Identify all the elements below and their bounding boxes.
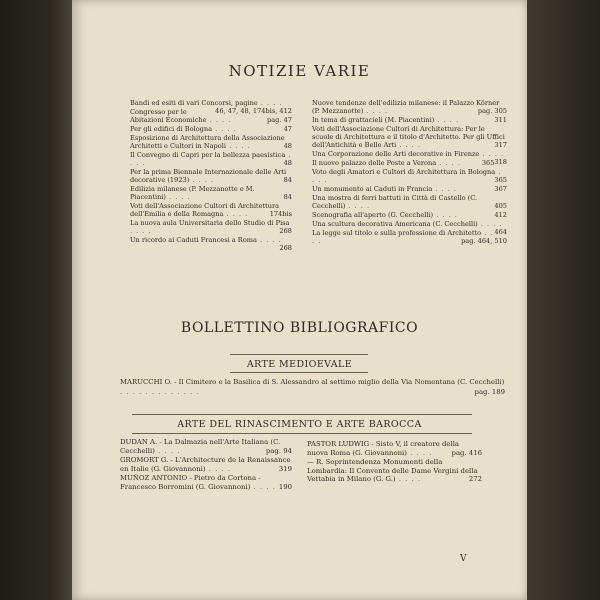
index-entry: — R. Soprintendenza Monumenti della Lombardia: Il Convento delle Dame Vergini della Vettabia in Milano (G. G.) . . . . 272 bbox=[307, 458, 482, 484]
index-entry: La legge sul titolo e sulla professione di Architetto . . . . pag. 464, 510 bbox=[312, 229, 507, 246]
entry-page: pag. 305 bbox=[477, 106, 507, 115]
index-entry: Il Convegno di Capri per la bellezza paesistica . . . . 48 bbox=[130, 151, 292, 168]
arte-medioevale-heading: ARTE MEDIOEVALE bbox=[246, 359, 353, 370]
book-binding-left bbox=[0, 0, 72, 600]
entry-text: Una Corporazione delle Arti decorative in Firenze bbox=[312, 150, 480, 158]
bollettino-heading: BOLLETTINO BIBLIOGRAFICO bbox=[180, 320, 419, 336]
entry-page: 405 bbox=[494, 202, 507, 211]
entry-text: Per gli edifici di Bologna bbox=[130, 125, 213, 134]
entry-text: — R. Soprintendenza Monumenti della Lombardia: Il Convento delle Dame Vergini della Vettabia in Milano (G. G.) bbox=[307, 458, 478, 484]
index-entry: MUÑOZ ANTONIO - Pietro da Cortona - Francesco Borromini (G. Giovannoni) . . . . 190 bbox=[120, 474, 292, 491]
notizie-left-column bbox=[130, 100, 292, 253]
entry-page: pag. 464, 510 bbox=[461, 237, 507, 246]
index-entry: Una mostra di ferri battuti in Città di Castello (C. Cecchelli) . . . . 405 bbox=[312, 194, 507, 211]
entry-text: Per la prima Biennale Internazionale delle Arti decorative (1923) bbox=[130, 168, 287, 185]
entry-page: 48 bbox=[283, 142, 292, 151]
entry-text: Scenografia all'aperto (G. Cecchelli) bbox=[312, 211, 434, 220]
entry-text: GROMORT G. - L'Architecture de la Renaissance en Italie (G. Giovannoni) bbox=[120, 456, 291, 473]
entry-text: La legge sul titolo e sulla professione di Architetto bbox=[312, 229, 482, 238]
entry-page: pag. 94 bbox=[265, 446, 292, 455]
entry-page: 268 bbox=[279, 227, 292, 236]
index-entry: La nuova aula Universitaria dello Studio di Pisa . . . . 268 bbox=[130, 219, 292, 236]
rule-rinascimento-top bbox=[132, 414, 472, 415]
index-entry: Scenografia all'aperto (G. Cecchelli) . . . . 412 bbox=[312, 211, 507, 220]
entry-text: MUÑOZ ANTONIO - Pietro da Cortona - Francesco Borromini (G. Giovannoni) bbox=[120, 474, 261, 491]
entry-text: Un ricordo ai Caduti Francesi a Roma bbox=[130, 236, 257, 245]
index-entry: DUDAN A. - La Dalmazia nell'Arte Italiana (C. Cecchelli) . . . . pag. 94 bbox=[120, 438, 292, 455]
entry-text: Una scultura decorativa Americana (C. Cecchelli) bbox=[312, 220, 478, 229]
entry-text: Esposizione di Architettura della Associazione Architetti e Cultori in Napoli bbox=[130, 134, 285, 151]
marucchi-page: pag. 189 bbox=[474, 387, 505, 396]
book-binding-right bbox=[527, 0, 600, 600]
entry-page: 365 bbox=[494, 176, 507, 185]
entry-page: 367 bbox=[494, 185, 507, 194]
entry-text: Nuove tendenze dell'edilizia milanese: il Palazzo Körner (P. Mezzanotte) bbox=[312, 99, 500, 115]
index-entry: In tema di grattacieli (M. Piacentini) . . . . 311 bbox=[312, 116, 507, 124]
entry-page: 190 bbox=[278, 482, 292, 491]
index-entry: Voti dell'Associazione Cultori di Architettura: Per le scuole di Architettura e il titolo d'Architetto. Per gli Uffici dell'Antichità e Belle Arti . . . . 317 bbox=[312, 125, 507, 149]
entry-page: 365 bbox=[481, 159, 495, 168]
rinascimento-left-column bbox=[120, 438, 292, 493]
index-entry: Bandi ed esiti di vari Concorsi, pagine . . . . 46, 47, 48, 174bis, 412 bbox=[130, 99, 292, 115]
entry-page: 84 bbox=[283, 176, 292, 185]
index-entry: Per la prima Biennale Internazionale delle Arti decorative (1923) . . . . 84 bbox=[130, 168, 292, 185]
document-page bbox=[72, 0, 527, 600]
index-entry: GROMORT G. - L'Architecture de la Renaissance en Italie (G. Giovannoni) . . . . 319 bbox=[120, 456, 292, 473]
entry-page: 272 bbox=[468, 475, 482, 484]
entry-page: 318 bbox=[494, 157, 507, 166]
page-number: V bbox=[460, 554, 467, 564]
entry-page: 317 bbox=[494, 140, 507, 149]
entry-text: PASTOR LUDWIG - Sisto V, il creatore della nuova Roma (G. Giovannoni) bbox=[307, 440, 460, 457]
marucchi-entry: MARUCCHI O. - Il Cimitero e la Basilica di S. Alessandro al settimo miglio della Via Nomentana (C. Cecchelli) . . . . . . . . . . . . . pag. 189 bbox=[120, 378, 505, 396]
index-entry: Edilizia milanese (P. Mezzanotte e M. Piacentini) . . . . 84 bbox=[130, 185, 292, 202]
index-entry: Un monumento ai Caduti in Francia . . . . 367 bbox=[312, 185, 507, 194]
arte-rinascimento-heading: ARTE DEL RINASCIMENTO E ARTE BAROCCA bbox=[177, 419, 422, 430]
entry-page: 174bis bbox=[269, 210, 292, 219]
entry-page: 268 bbox=[279, 244, 292, 253]
entry-page: 47 bbox=[283, 125, 292, 134]
rule-rinascimento-bottom bbox=[132, 433, 472, 434]
rinascimento-right-column bbox=[307, 440, 482, 485]
entry-page: 311 bbox=[494, 116, 507, 124]
entry-text: Voto degli Amatori e Cultori di Architettura in Bologna bbox=[312, 168, 496, 177]
entry-text: La nuova aula Universitaria dello Studio di Pisa bbox=[130, 219, 290, 228]
entry-text: DUDAN A. - La Dalmazia nell'Arte Italiana (C. Cecchelli) bbox=[120, 438, 281, 455]
notizie-varie-heading: NOTIZIE VARIE bbox=[228, 62, 371, 80]
entry-page: pag. 416 bbox=[451, 448, 482, 457]
index-entry: Una Corporazione delle Arti decorative in Firenze . . . . 318 bbox=[312, 150, 507, 166]
index-entry: Una scultura decorativa Americana (C. Cecchelli) . . . . 464 bbox=[312, 220, 507, 237]
entry-page: 84 bbox=[283, 193, 292, 202]
entry-text: Congresso per le Abitazioni Economiche bbox=[130, 108, 207, 124]
index-entry: Voti dell'Associazione Cultori di Architettura dell'Emilia e della Romagna . . . . 174bis bbox=[130, 202, 292, 219]
entry-text: In tema di grattacieli (M. Piacentini) bbox=[312, 116, 435, 124]
entry-text: Il Convegno di Capri per la bellezza paesistica bbox=[130, 151, 286, 160]
entry-text: Voti dell'Associazione Cultori di Architettura: Per le scuole di Architettura e il titolo d'Architetto. Per gli Uffici dell'Antichità e Belle Arti bbox=[312, 125, 505, 149]
entry-page: 412 bbox=[494, 211, 507, 220]
entry-text: Un monumento ai Caduti in Francia bbox=[312, 185, 433, 194]
index-entry: Un ricordo ai Caduti Francesi a Roma . . . . 268 bbox=[130, 236, 292, 253]
rule-medioevale-top bbox=[230, 354, 368, 355]
entry-text: Voti dell'Associazione Cultori di Architettura dell'Emilia e della Romagna bbox=[130, 202, 280, 219]
entry-text: Il nuovo palazzo delle Poste a Verona bbox=[312, 159, 437, 168]
entry-page: pag. 47 bbox=[267, 116, 292, 124]
notizie-right-column bbox=[312, 100, 507, 247]
index-entry: Il nuovo palazzo delle Poste a Verona . . . . 365 bbox=[312, 159, 495, 168]
entry-text: Una mostra di ferri battuti in Città di Castello (C. Cecchelli) bbox=[312, 194, 478, 211]
entry-page: 319 bbox=[278, 464, 292, 473]
marucchi-text: MARUCCHI O. - Il Cimitero e la Basilica di S. Alessandro al settimo miglio della Via Nomentana (C. Cecchelli) bbox=[120, 378, 505, 386]
entry-text: Edilizia milanese (P. Mezzanotte e M. Piacentini) bbox=[130, 185, 255, 202]
entry-page: 464 bbox=[494, 228, 507, 237]
index-entry: Esposizione di Architettura della Associazione Architetti e Cultori in Napoli . . . . 48 bbox=[130, 134, 292, 151]
index-entry: Per gli edifici di Bologna . . . . 47 bbox=[130, 125, 292, 134]
index-entry: Congresso per le Abitazioni Economiche . . . . pag. 47 bbox=[130, 108, 292, 124]
rule-medioevale-bottom bbox=[230, 372, 368, 373]
entry-text: Bandi ed esiti di vari Concorsi, pagine bbox=[130, 99, 258, 107]
entry-page: 46, 47, 48, 174bis, 412 bbox=[215, 106, 292, 115]
index-entry: PASTOR LUDWIG - Sisto V, il creatore della nuova Roma (G. Giovannoni) . . . . pag. 416 bbox=[307, 440, 482, 457]
entry-page: 48 bbox=[283, 159, 292, 168]
index-entry: Voto degli Amatori e Cultori di Architettura in Bologna . . . . 365 bbox=[312, 168, 507, 185]
index-entry: Nuove tendenze dell'edilizia milanese: il Palazzo Körner (P. Mezzanotte) . . . . pag. 305 bbox=[312, 99, 507, 115]
